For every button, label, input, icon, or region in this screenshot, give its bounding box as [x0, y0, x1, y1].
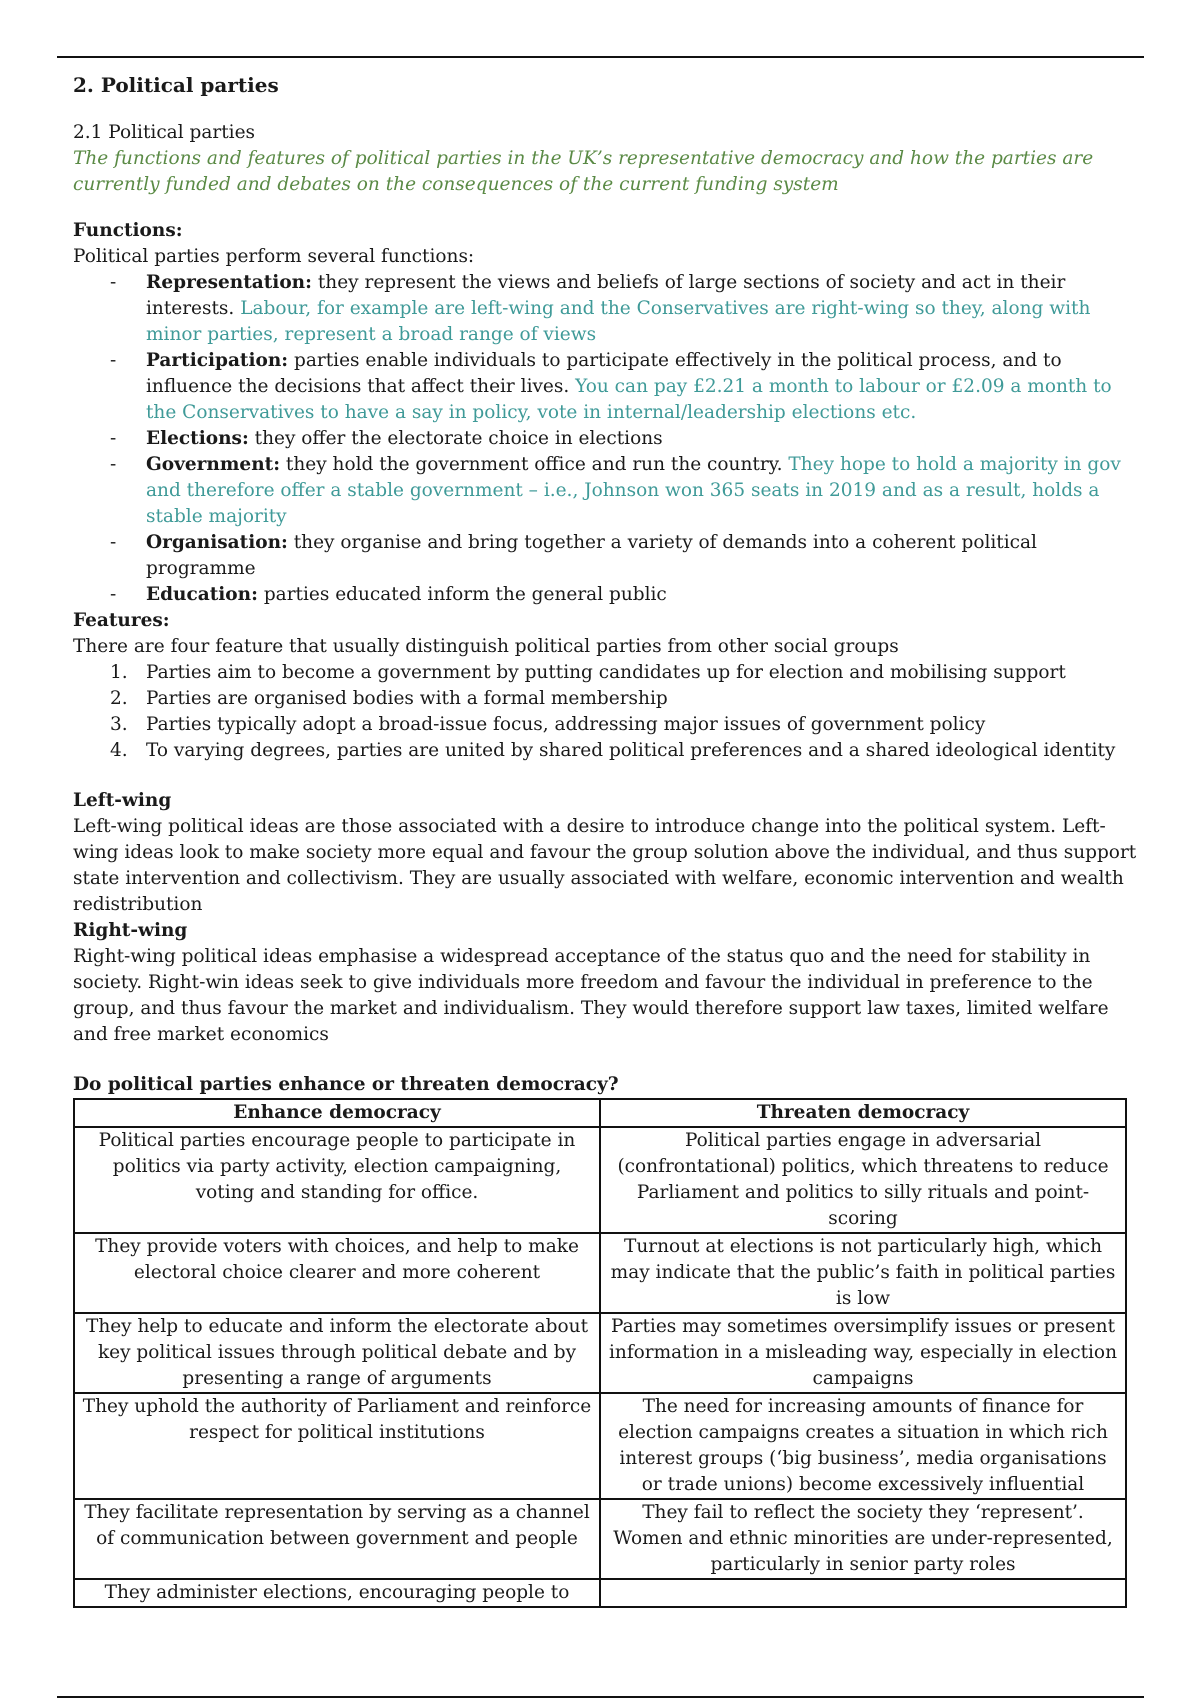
right-wing-heading: Right-wing [73, 920, 188, 941]
table-cell: They fail to reflect the society they ‘represent’. Women and ethnic minorities are under-represented, particularly in senior party roles [600, 1499, 1126, 1579]
comparison-table [73, 1098, 1127, 1608]
functions-intro: Political parties perform several functions: [73, 246, 475, 267]
table-row [74, 1127, 1126, 1233]
table-cell [600, 1579, 1126, 1607]
function-item [146, 530, 1138, 582]
function-item [146, 452, 1138, 530]
function-term: Participation: [146, 350, 289, 371]
feature-item [110, 660, 1138, 686]
function-item [146, 348, 1138, 426]
feature-item [110, 738, 1138, 764]
feature-text: Parties typically adopt a broad-issue focus, addressing major issues of government policy [146, 714, 986, 735]
left-wing-text: Left-wing political ideas are those associated with a desire to introduce change into the political system. Left-wing ideas look to make society more equal and favour the group solution above the individual, and thus support state intervention and collectivism. They are usually associated with welfare, economic intervention and wealth redistribution [73, 816, 1137, 915]
function-item [146, 270, 1138, 348]
table-title: Do political parties enhance or threaten democracy? [73, 1074, 619, 1095]
function-term: Education: [146, 584, 258, 605]
feature-number: 4. [110, 740, 128, 761]
function-text: they represent the views and beliefs of large sections of society and act in their interests. [146, 272, 1066, 319]
features-list [73, 660, 1138, 764]
function-item [146, 582, 1138, 608]
table-cell: They facilitate representation by serving as a channel of communication between government and people [74, 1499, 600, 1579]
spec-description: The functions and features of political parties in the UK’s representative democracy and how the parties are currently funded and debates on the consequences of the current funding system [73, 148, 1094, 195]
left-wing-heading: Left-wing [73, 790, 172, 811]
table-row [74, 1579, 1126, 1607]
table-row [74, 1499, 1126, 1579]
function-item [146, 426, 1138, 452]
feature-text: Parties are organised bodies with a formal membership [146, 688, 668, 709]
function-term: Government: [146, 454, 281, 475]
column-header-threaten: Threaten democracy [600, 1099, 1126, 1127]
feature-text: Parties aim to become a government by putting candidates up for election and mobilising support [146, 662, 1066, 683]
function-example: They hope to hold a majority in gov and therefore offer a stable government – i.e., Johnson won 365 seats in 2019 and as a result, holds a stable majority [146, 454, 1121, 527]
feature-number: 3. [110, 714, 128, 735]
subsection-heading: 2.1 Political parties [73, 122, 256, 143]
table-cell: The need for increasing amounts of finance for election campaigns creates a situation in which rich interest groups (‘big business’, media organisations or trade unions) become excessively influential [600, 1393, 1126, 1499]
function-text: they organise and bring together a variety of demands into a coherent political programme [146, 532, 1037, 579]
top-rule [57, 56, 1144, 58]
feature-item [110, 686, 1138, 712]
table-row [74, 1313, 1126, 1393]
document-content [73, 72, 1138, 1608]
table-cell: Parties may sometimes oversimplify issues or present information in a misleading way, especially in election campaigns [600, 1313, 1126, 1393]
feature-number: 2. [110, 688, 128, 709]
table-cell: They administer elections, encouraging people to [74, 1579, 600, 1607]
features-intro: There are four feature that usually distinguish political parties from other social groups [73, 636, 899, 657]
table-cell: Political parties encourage people to participate in politics via party activity, election campaigning, voting and standing for office. [74, 1127, 600, 1233]
function-text: parties educated inform the general public [257, 584, 667, 605]
function-term: Elections: [146, 428, 249, 449]
function-example: Labour, for example are left-wing and the Conservatives are right-wing so they, along with minor parties, represent a broad range of views [146, 298, 1091, 345]
table-cell: Turnout at elections is not particularly high, which may indicate that the public’s faith in political parties is low [600, 1233, 1126, 1313]
table-cell: They help to educate and inform the electorate about key political issues through political debate and by presenting a range of arguments [74, 1313, 600, 1393]
feature-number: 1. [110, 662, 128, 683]
table-row [74, 1233, 1126, 1313]
table-cell: Political parties engage in adversarial (confrontational) politics, which threatens to reduce Parliament and politics to silly rituals and point-scoring [600, 1127, 1126, 1233]
right-wing-text: Right-wing political ideas emphasise a widespread acceptance of the status quo and the need for stability in society. Right-win ideas seek to give individuals more freedom and favour the individual in preference to the group, and thus favour the market and individualism. They would therefore support law taxes, limited welfare and free market economics [73, 946, 1109, 1045]
feature-text: To varying degrees, parties are united by shared political preferences and a shared ideological identity [146, 740, 1116, 761]
section-heading: 2. Political parties [73, 73, 279, 97]
features-heading: Features: [73, 610, 170, 631]
feature-item [110, 712, 1138, 738]
function-term: Representation: [146, 272, 312, 293]
function-text: they offer the electorate choice in elections [248, 428, 663, 449]
functions-heading: Functions: [73, 220, 183, 241]
functions-list [73, 270, 1138, 608]
table-row [74, 1393, 1126, 1499]
column-header-enhance: Enhance democracy [74, 1099, 600, 1127]
function-example: You can pay £2.21 a month to labour or £2.09 a month to the Conservatives to have a say in policy, vote in internal/leadership elections etc. [146, 376, 1112, 423]
bottom-rule [57, 1696, 1144, 1698]
function-term: Organisation: [146, 532, 288, 553]
function-text: parties enable individuals to participate effectively in the political process, and to influence the decisions that affect their lives. [146, 350, 1062, 397]
table-header-row [74, 1099, 1126, 1127]
table-cell: They provide voters with choices, and help to make electoral choice clearer and more coherent [74, 1233, 600, 1313]
function-text: they hold the government office and run the country. [280, 454, 789, 475]
table-cell: They uphold the authority of Parliament and reinforce respect for political institutions [74, 1393, 600, 1499]
